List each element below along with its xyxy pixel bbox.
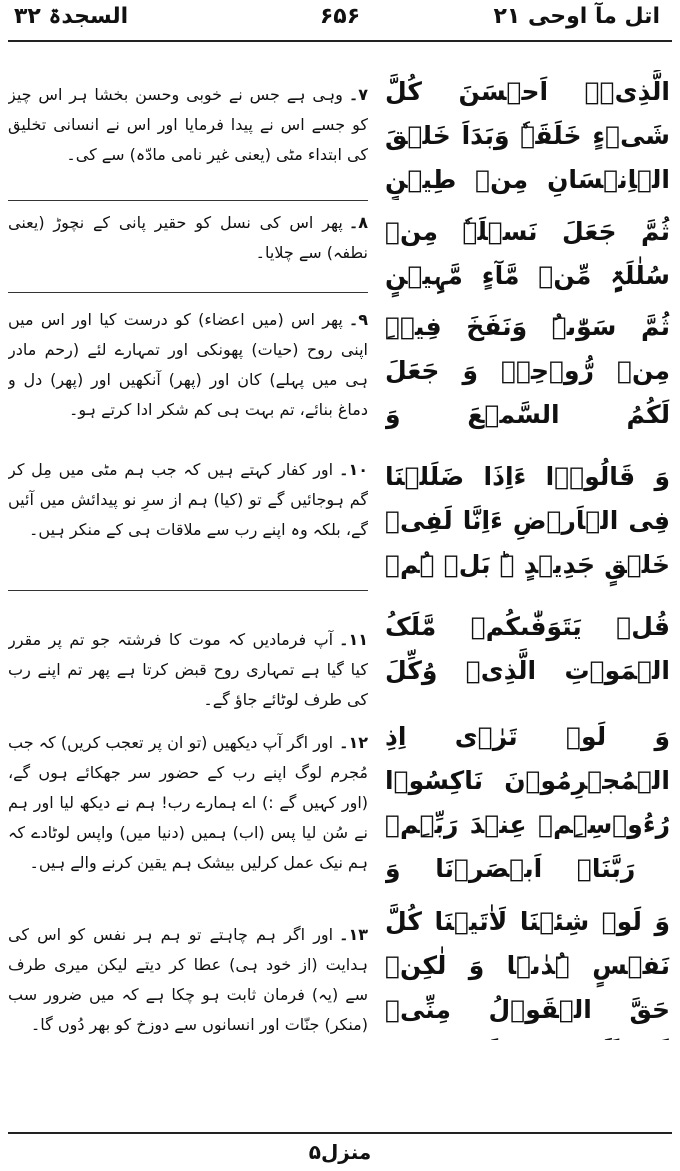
ayah-text: ثُمَّ جَعَلَ نَسۡلَہٗ مِنۡ سُلٰلَۃٍ مِّنۡ مَّآءٍ مَّہِیۡنٍ xyxy=(385,217,670,290)
arabic-column xyxy=(385,60,670,1115)
translation-11 xyxy=(8,625,368,719)
section-divider xyxy=(8,200,368,201)
ayah-text: وَ قَالُوۡۤا ءَاِذَا ضَلَلۡنَا فِی الۡاَرۡضِ ءَاِنَّا لَفِیۡ خَلۡقٍ جَدِیۡدٍ ۬ؕ بَلۡ ہُمۡ xyxy=(385,462,670,579)
note-number: ۱۳۔ xyxy=(339,925,368,944)
juz-title: اتل مآ اوحی ۲۱ xyxy=(493,4,660,29)
section-divider xyxy=(8,590,368,591)
ayah-text: وَ لَوۡ شِئۡنَا لَاٰتَیۡنَا کُلَّ نَفۡسٍ ہُدٰىہَا وَ لٰکِنۡ حَقَّ الۡقَوۡلُ مِنِّیۡ xyxy=(385,907,670,1024)
translation-text: اور اگر ہم چاہتے تو ہم ہر نفس کو اس کی ہدایت (از خود ہی) عطا کر دیتے لیکن میری طرف سے (یہ) فرمان ثابت ہو چکا ہے کہ میں ضرور سب (منکر) جنّات اور انسانوں سے دوزخ کو بھر دُوں گا۔ xyxy=(8,925,368,1034)
translation-9 xyxy=(8,305,368,429)
translation-13 xyxy=(8,920,368,1070)
ayah-text: ثُمَّ سَوّٰىہُ وَنَفَخَ فِیۡہِ مِنۡ رُّوۡحِہٖ وَ جَعَلَ لَکُمُ السَّمۡعَ وَ xyxy=(385,312,670,429)
note-number: ۷۔ xyxy=(348,85,368,104)
page-header xyxy=(0,0,680,40)
ayah-9 xyxy=(385,305,670,435)
translation-text: اور اگر آپ دیکھیں (تو ان پر تعجب کریں) کہ جب مُجرم لوگ اپنے رب کے حضور سر جھکائے ہوں گے، (اور کہیں گے :) اے ہمارے رب! ہم نے دیکھ لیا اور ہم نے سُن لیا پس (اب) ہمیں (دنیا میں) واپس لوٹادے کہ ہم نیک عمل کرلیں بیشک ہم یقین کرنے والے ہیں۔ xyxy=(8,733,368,872)
note-number: ۹۔ xyxy=(348,310,368,329)
translation-10 xyxy=(8,455,368,579)
header-rule xyxy=(8,40,672,42)
translation-7 xyxy=(8,80,368,200)
translation-text: آپ فرمادیں کہ موت کا فرشتہ جو تم پر مقرر کیا گیا ہے تمہاری روح قبض کرتا ہے پھر تم اپنے رب کی طرف لوٹائے جاؤ گے۔ xyxy=(8,630,368,709)
translation-12 xyxy=(8,728,368,914)
translation-text: پھر اس کی نسل کو حقیر پانی کے نچوڑ (یعنی نطفہ) سے چلایا۔ xyxy=(8,213,368,262)
ayah-7 xyxy=(385,70,670,200)
ayah-text: الَّذِیۡۤ اَحۡسَنَ کُلَّ شَیۡءٍ خَلَقَہٗ وَبَدَاَ خَلۡقَ الۡاِنۡسَانِ مِنۡ طِیۡنٍ xyxy=(385,77,670,194)
page-number: ۶۵۶ xyxy=(319,4,361,29)
ayah-13 xyxy=(385,900,670,1040)
note-number: ۱۰۔ xyxy=(339,460,368,479)
note-number: ۱۲۔ xyxy=(339,733,368,752)
note-number: ۱۱۔ xyxy=(339,630,368,649)
footer-rule xyxy=(8,1132,672,1134)
manzil-label: منزل۵ xyxy=(308,1140,372,1164)
ayah-text: قُلۡ یَتَوَفّٰىکُمۡ مَّلَکُ الۡمَوۡتِ الَّذِیۡ وُکِّلَ xyxy=(385,612,670,685)
ayah-text: وَ لَوۡ تَرٰۤی اِذِ الۡمُجۡرِمُوۡنَ نَاکِسُوۡا رُءُوۡسِہِمۡ عِنۡدَ رَبِّہِمۡ ؕ رَبَّنَاۤ اَبۡصَرۡنَا وَ xyxy=(385,722,670,883)
translation-text: اور کفار کہتے ہیں کہ جب ہم مٹی میں مِل کر گم ہوجائیں گے تو (کیا) ہم از سرِ نو پیدائش میں آئیں گے، بلکہ وہ اپنے رب سے ملاقات ہی کے منکر ہیں۔ xyxy=(8,460,368,539)
note-number: ۸۔ xyxy=(348,213,368,232)
translation-column xyxy=(8,60,368,1115)
translation-text: وہی ہے جس نے خوبی وحسن بخشا ہر اس چیز کو جسے اس نے پیدا فرمایا اور اس نے انسانی تخلیق کی ابتداء مٹی (یعنی غیر نامی مادّہ) سے کی۔ xyxy=(8,85,368,164)
ayah-10 xyxy=(385,455,670,590)
surah-title: السجدۃ ۳۲ xyxy=(14,4,129,29)
translation-8 xyxy=(8,208,368,270)
translation-text: پھر اس (میں اعضاء) کو درست کیا اور اس میں اپنی روح (حیات) پھونکی اور تمہارے لئے (رحم مادر ہی میں پہلے) کان اور (پھر) آنکھیں اور (پھر) دل و دماغ بنائے، تم بہت ہی کم شکر ادا کرتے ہو۔ xyxy=(8,310,368,419)
section-divider xyxy=(8,292,368,293)
ayah-12 xyxy=(385,715,670,890)
ayah-11 xyxy=(385,605,670,695)
ayah-8 xyxy=(385,210,670,300)
